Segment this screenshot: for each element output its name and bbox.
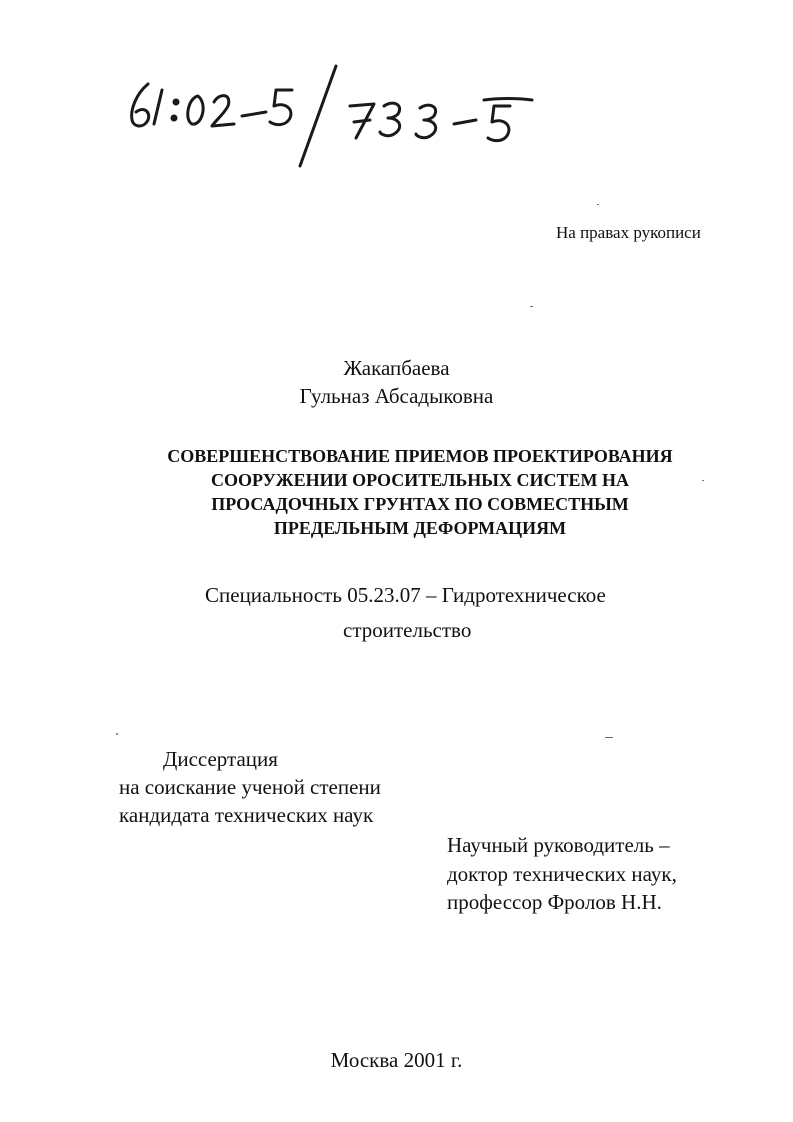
supervisor-name: профессор Фролов Н.Н.	[447, 890, 662, 914]
manuscript-rights-note: На правах рукописи	[556, 223, 701, 242]
supervisor-role: Научный руководитель –	[447, 833, 670, 857]
title-line: ПРЕДЕЛЬНЫМ ДЕФОРМАЦИЯМ	[273, 518, 567, 538]
author-surname: Жакапбаева	[343, 356, 450, 380]
scan-speck	[116, 733, 118, 735]
place-and-year: Москва 2001 г.	[330, 1048, 463, 1072]
specialty-line: строительство	[343, 618, 472, 642]
author-given-names: Гульназ Абсадыковна	[299, 384, 494, 408]
title-line: СООРУЖЕНИИ ОРОСИТЕЛЬНЫХ СИСТЕМ НА	[211, 470, 629, 490]
handwritten-archive-code	[118, 62, 538, 172]
title-line: СОВЕРШЕНСТВОВАНИЕ ПРИЕМОВ ПРОЕКТИРОВАНИЯ	[167, 446, 673, 466]
scan-speck	[702, 480, 704, 481]
specialty-line: Специальность 05.23.07 – Гидротехническое	[205, 583, 606, 607]
scan-speck	[597, 204, 599, 205]
dissertation-label: Диссертация	[163, 747, 278, 771]
supervisor-degree: доктор технических наук,	[447, 862, 677, 886]
thesis-title	[130, 444, 710, 540]
dissertation-degree-line: на соискание ученой степени	[119, 775, 381, 799]
title-line: ПРОСАДОЧНЫХ ГРУНТАХ ПО СОВМЕСТНЫМ	[211, 494, 629, 514]
scan-speck	[530, 306, 533, 307]
dissertation-degree-line: кандидата технических наук	[119, 803, 374, 827]
scan-speck	[605, 737, 613, 738]
